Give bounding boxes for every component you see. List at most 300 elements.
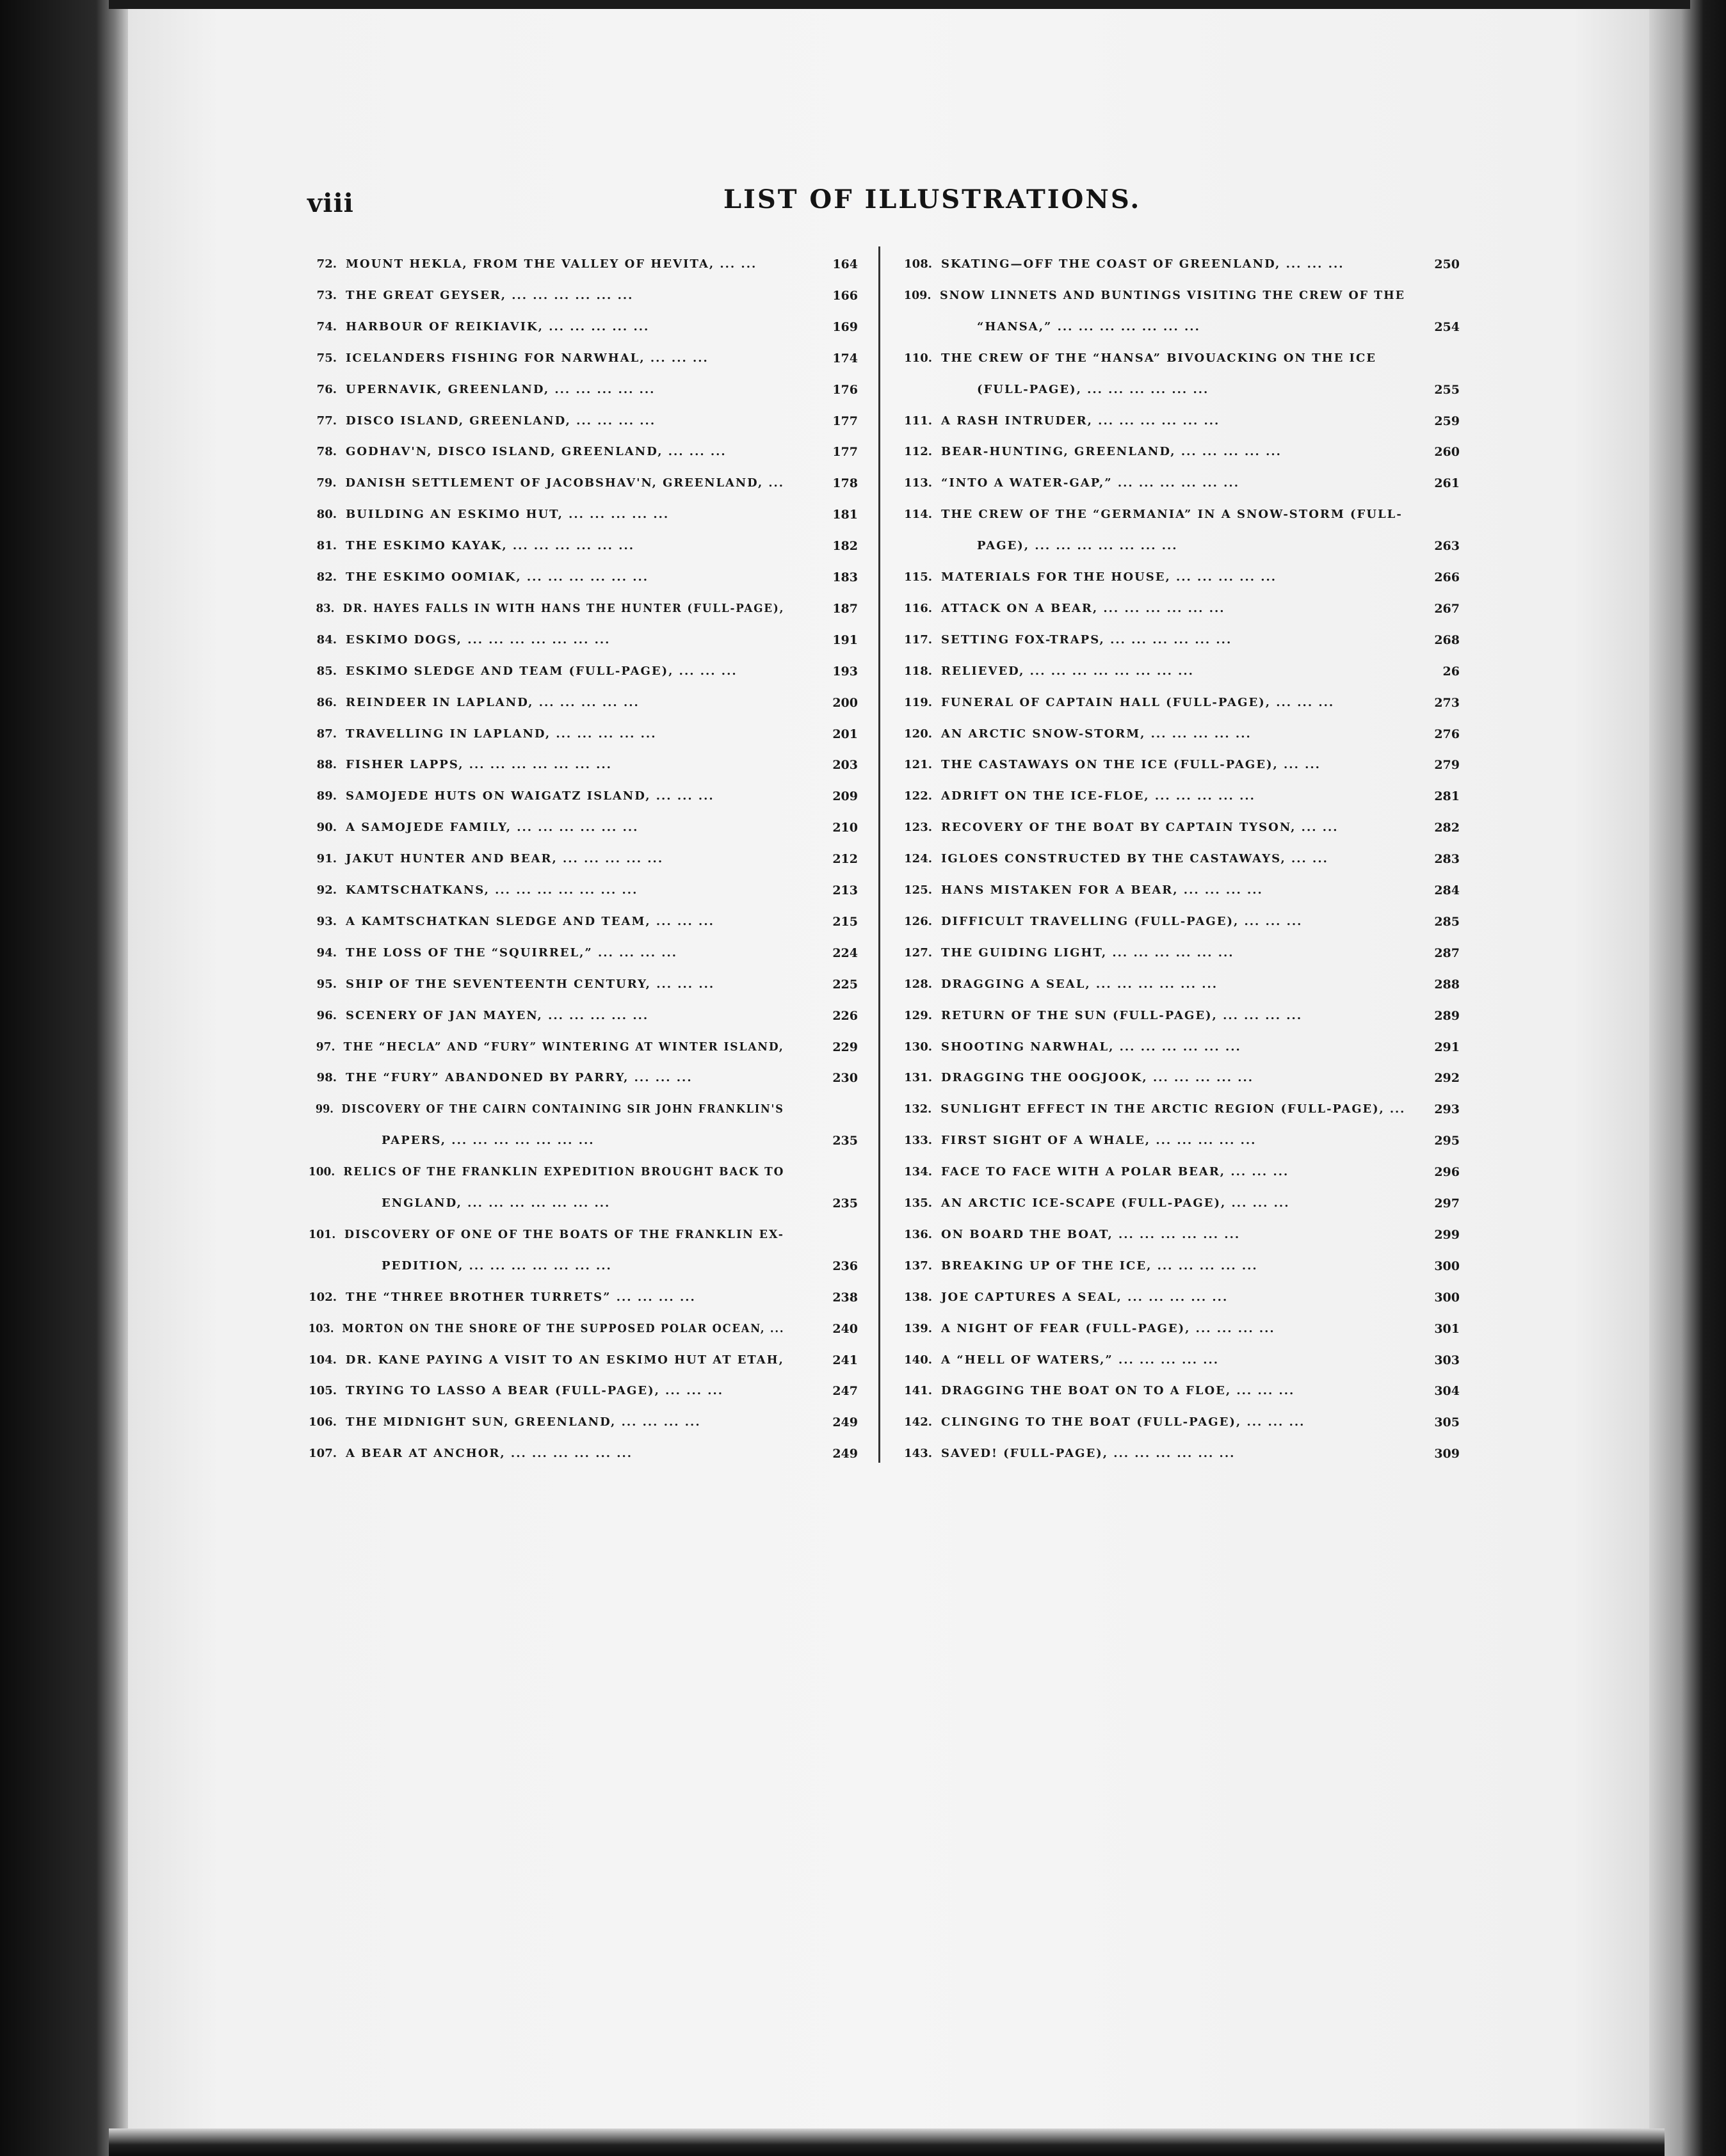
illustration-number: 112. [904, 445, 932, 459]
illustration-entry [895, 602, 1225, 615]
illustration-entry [895, 508, 1403, 521]
illustration-title: DR. KANE PAYING A VISIT TO AN ESKIMO HUT AT ETAH, [345, 1353, 784, 1367]
illustration-page-number: 236 [832, 1259, 858, 1273]
illustration-entry [895, 1384, 1294, 1397]
illustration-page-number: 284 [1434, 883, 1460, 897]
illustration-entry [895, 445, 1282, 458]
illustration-title: FIRST SIGHT OF A WHALE, ... ... ... ... ... [941, 1134, 1257, 1148]
illustration-number: 114. [904, 508, 932, 522]
illustration-entry [306, 602, 784, 615]
illustration-entry [306, 1071, 693, 1084]
illustration-title: DANISH SETTLEMENT OF JACOBSHAV'N, GREENLAND, ... [345, 476, 784, 490]
illustration-number: 121. [904, 758, 932, 772]
illustration-page-number: 261 [1434, 476, 1460, 491]
illustration-entry [895, 883, 1263, 897]
illustration-entry [895, 1196, 1289, 1210]
illustration-page-number: 287 [1434, 945, 1460, 960]
illustration-number: 83. [316, 601, 335, 615]
illustration-number: 75. [316, 351, 337, 365]
illustration-page-number: 249 [832, 1415, 858, 1430]
illustration-entry [895, 727, 1252, 741]
illustration-number: 89. [316, 789, 337, 803]
illustration-number: 99. [315, 1102, 334, 1116]
illustration-title: PAGE), ... ... ... ... ... ... ... [977, 539, 1178, 553]
illustration-page-number: 176 [832, 382, 858, 397]
illustration-page-number: 255 [1434, 382, 1460, 397]
illustration-number: 100. [308, 1165, 335, 1179]
illustration-title: THE “THREE BROTHER TURRETS” ... ... ... ... [346, 1290, 696, 1304]
illustration-number: 123. [904, 821, 932, 835]
illustration-page-number: 235 [832, 1134, 858, 1148]
illustration-page-number: 305 [1434, 1415, 1460, 1430]
illustration-page-number: 178 [832, 476, 858, 491]
illustration-title: SAVED! (FULL-PAGE), ... ... ... ... ... ... [941, 1447, 1236, 1461]
illustration-entry [895, 1165, 1289, 1179]
illustration-number: 95. [316, 977, 337, 991]
illustration-number: 111. [904, 414, 932, 428]
illustration-page-number: 238 [832, 1290, 858, 1305]
illustration-title: HANS MISTAKEN FOR A BEAR, ... ... ... ... [941, 883, 1263, 897]
illustration-entry [306, 1447, 633, 1460]
illustration-title: “INTO A WATER-GAP,” ... ... ... ... ... ... [941, 476, 1239, 490]
illustration-page-number: 181 [832, 508, 858, 522]
illustration-page-number: 229 [832, 1040, 858, 1054]
illustration-entry [895, 1228, 1240, 1241]
illustration-page-number: 304 [1434, 1384, 1460, 1399]
illustration-title: GODHAV'N, DISCO ISLAND, GREENLAND, ... ... ... [346, 445, 727, 459]
illustration-number: 108. [904, 257, 932, 271]
illustration-page-number: 250 [1434, 257, 1460, 271]
page-title: LIST OF ILLUSTRATIONS. [723, 184, 1141, 214]
illustration-page-number: 289 [1434, 1008, 1460, 1023]
illustration-entry [306, 1228, 784, 1241]
illustration-page-number: 301 [1434, 1321, 1460, 1336]
illustration-page-number: 249 [832, 1447, 858, 1461]
illustration-page-number: 215 [832, 914, 858, 929]
illustration-entry [895, 1322, 1275, 1335]
illustration-page-number: 212 [832, 852, 858, 867]
illustration-number: 76. [316, 382, 337, 396]
illustration-title: THE GREAT GEYSER, ... ... ... ... ... ... [346, 288, 634, 302]
illustration-entry [895, 351, 1376, 365]
illustration-number: 98. [316, 1071, 337, 1085]
illustration-entry [895, 1415, 1305, 1429]
illustration-page-number: 285 [1434, 914, 1460, 929]
illustration-page-number: 303 [1434, 1353, 1460, 1367]
illustration-page-number: 300 [1434, 1290, 1460, 1305]
illustration-page-number: 247 [832, 1384, 858, 1399]
illustration-number: 141. [904, 1384, 932, 1398]
illustration-number: 97. [316, 1040, 335, 1054]
illustration-page-number: 177 [832, 445, 858, 460]
illustration-number: 91. [316, 852, 337, 866]
illustration-entry [306, 414, 656, 428]
illustration-title: THE MIDNIGHT SUN, GREENLAND, ... ... ... ... [346, 1415, 701, 1429]
illustration-number: 78. [316, 445, 337, 459]
illustration-entry [306, 1009, 649, 1022]
illustration-entry [895, 1040, 1241, 1054]
illustration-title: A NIGHT OF FEAR (FULL-PAGE), ... ... ... ... [941, 1321, 1275, 1335]
illustration-entry [895, 1259, 1258, 1273]
illustration-title: TRYING TO LASSO A BEAR (FULL-PAGE), ... ... ... [346, 1384, 724, 1398]
illustration-title: UPERNAVIK, GREENLAND, ... ... ... ... ... [346, 382, 656, 396]
illustration-title: THE LOSS OF THE “SQUIRREL,” ... ... ... ... [346, 945, 678, 960]
illustration-number: 115. [904, 570, 932, 584]
illustration-page-number: 299 [1434, 1227, 1460, 1242]
illustration-entry [306, 1102, 784, 1116]
illustration-title: AN ARCTIC ICE-SCAPE (FULL-PAGE), ... ... ... [941, 1196, 1290, 1210]
illustration-title: DR. HAYES FALLS IN WITH HANS THE HUNTER (FULL-PAGE), [343, 601, 785, 615]
illustration-number: 125. [904, 883, 932, 897]
illustration-number: 93. [316, 914, 337, 928]
illustration-page-number: 177 [832, 414, 858, 428]
illustration-number: 134. [904, 1165, 932, 1179]
illustration-entry [895, 821, 1339, 834]
illustration-entry-continued [382, 1196, 610, 1210]
illustration-entry [895, 664, 1194, 678]
illustration-number: 101. [309, 1227, 336, 1241]
illustration-entry [895, 633, 1232, 647]
illustration-title: RETURN OF THE SUN (FULL-PAGE), ... ... ... ... [941, 1008, 1303, 1022]
illustration-title: REINDEER IN LAPLAND, ... ... ... ... ... [346, 695, 640, 709]
illustration-number: 130. [904, 1040, 932, 1054]
illustration-page-number: 182 [832, 539, 858, 554]
illustration-title: ON BOARD THE BOAT, ... ... ... ... ... ... [941, 1227, 1241, 1241]
illustration-title: A BEAR AT ANCHOR, ... ... ... ... ... ... [346, 1447, 633, 1461]
illustration-title: A RASH INTRUDER, ... ... ... ... ... ... [941, 414, 1220, 428]
illustration-entry-continued [977, 383, 1209, 396]
illustration-number: 106. [309, 1415, 337, 1429]
illustration-page-number: 224 [832, 945, 858, 960]
illustration-number: 128. [904, 977, 932, 991]
illustration-entry [306, 383, 655, 396]
illustration-page-number: 297 [1434, 1196, 1460, 1211]
illustration-number: 96. [316, 1008, 337, 1022]
illustration-number: 72. [316, 257, 337, 271]
illustration-title: ADRIFT ON THE ICE-FLOE, ... ... ... ... ... [941, 789, 1255, 803]
illustration-page-number: 241 [832, 1353, 858, 1367]
illustration-entry [895, 758, 1321, 771]
illustration-title: DRAGGING THE OOGJOOK, ... ... ... ... ... [941, 1071, 1254, 1085]
illustration-page-number: 300 [1434, 1259, 1460, 1273]
illustration-page-number: 203 [832, 758, 858, 773]
illustration-page-number: 279 [1434, 758, 1460, 773]
illustration-number: 127. [904, 945, 932, 960]
illustration-entry [895, 570, 1277, 584]
illustration-title: THE GUIDING LIGHT, ... ... ... ... ... ... [941, 945, 1234, 960]
illustration-entry [306, 1384, 723, 1397]
illustration-title: DISCOVERY OF THE CAIRN CONTAINING SIR JOHN FRANKLIN'S [341, 1102, 784, 1116]
illustration-title: SUNLIGHT EFFECT IN THE ARCTIC REGION (FULL-PAGE), ... [940, 1102, 1406, 1116]
illustration-entry [306, 821, 638, 834]
illustration-page-number: 209 [832, 789, 858, 804]
illustration-entry [306, 1291, 696, 1304]
illustration-number: 92. [316, 883, 337, 897]
illustration-entry [306, 633, 610, 647]
illustration-entry [895, 789, 1255, 803]
illustration-page-number: 293 [1434, 1102, 1460, 1117]
illustration-entry [306, 289, 633, 302]
illustration-page-number: 267 [1434, 601, 1460, 616]
illustration-number: 73. [316, 288, 337, 302]
illustration-number: 119. [904, 695, 932, 709]
illustration-number: 138. [904, 1290, 932, 1304]
illustration-page-number: 281 [1434, 789, 1460, 804]
illustration-title: BUILDING AN ESKIMO HUT, ... ... ... ... ... [346, 508, 670, 522]
illustration-number: 74. [316, 319, 337, 334]
illustration-title: JOE CAPTURES A SEAL, ... ... ... ... ... [941, 1290, 1229, 1304]
illustration-number: 79. [316, 476, 337, 490]
illustration-title: ESKIMO SLEDGE AND TEAM (FULL-PAGE), ... ... ... [346, 664, 738, 678]
illustration-title: BREAKING UP OF THE ICE, ... ... ... ... ... [941, 1259, 1258, 1273]
illustration-page-number: 200 [832, 695, 858, 710]
illustration-number: 88. [316, 758, 337, 772]
illustration-page-number: 276 [1434, 727, 1460, 741]
illustration-page-number: 201 [832, 727, 858, 741]
illustration-entry [306, 476, 784, 490]
illustration-entry-continued [977, 539, 1178, 552]
illustration-number: 90. [316, 821, 337, 835]
illustration-page-number: 191 [832, 632, 858, 647]
illustration-page-number: 193 [832, 664, 858, 679]
illustration-title: THE “FURY” ABANDONED BY PARRY, ... ... ... [346, 1071, 693, 1085]
page-number: viii [307, 188, 354, 218]
illustration-number: 102. [309, 1290, 337, 1304]
illustration-number: 124. [904, 852, 932, 866]
illustration-entry-continued [382, 1134, 595, 1147]
illustration-entry [306, 1415, 701, 1429]
illustration-title: FISHER LAPPS, ... ... ... ... ... ... ... [346, 758, 612, 772]
illustration-number: 84. [316, 632, 337, 647]
illustration-number: 132. [904, 1102, 932, 1116]
illustration-title: THE CREW OF THE “GERMANIA” IN A SNOW-STORM (FULL- [941, 508, 1403, 522]
illustration-entry [306, 915, 714, 928]
illustration-entry [306, 727, 656, 741]
illustration-entry [306, 977, 714, 991]
illustration-page-number: 282 [1434, 821, 1460, 835]
illustration-entry [895, 852, 1328, 865]
illustration-title: THE ESKIMO OOMIAK, ... ... ... ... ... ... [346, 570, 649, 584]
illustration-page-number: 235 [832, 1196, 858, 1211]
illustration-page-number: 187 [832, 601, 858, 616]
illustration-title: A “HELL OF WATERS,” ... ... ... ... ... [941, 1353, 1220, 1367]
illustration-number: 113. [904, 476, 932, 490]
illustration-entry [306, 696, 640, 709]
illustration-number: 118. [904, 664, 932, 678]
illustration-number: 122. [904, 789, 932, 803]
illustration-entry [895, 696, 1334, 709]
illustration-entry [306, 664, 738, 678]
illustration-title: PAPERS, ... ... ... ... ... ... ... [382, 1134, 595, 1148]
illustration-number: 87. [316, 727, 337, 741]
illustration-page-number: 259 [1434, 414, 1460, 428]
illustration-title: FUNERAL OF CAPTAIN HALL (FULL-PAGE), ... ... ... [941, 695, 1335, 709]
illustration-title: ATTACK ON A BEAR, ... ... ... ... ... ... [941, 601, 1225, 615]
scan-border-bottom [109, 2128, 1665, 2156]
illustration-entry [306, 852, 663, 865]
illustration-entry [306, 508, 669, 521]
illustration-title: THE “HECLA” AND “FURY” WINTERING AT WINTER ISLAND, [343, 1040, 784, 1054]
illustration-title: MOUNT HEKLA, FROM THE VALLEY OF HEVITA, ... ... [346, 257, 757, 271]
illustration-entry [306, 946, 677, 960]
illustration-title: PEDITION, ... ... ... ... ... ... ... [382, 1259, 612, 1273]
illustration-title: BEAR-HUNTING, GREENLAND, ... ... ... ... ... [941, 445, 1282, 459]
illustration-number: 140. [904, 1353, 932, 1367]
illustration-number: 103. [308, 1321, 334, 1335]
illustration-page-number: 296 [1434, 1165, 1460, 1180]
illustration-page-number: 164 [832, 257, 858, 271]
illustration-number: 80. [316, 508, 337, 522]
illustration-page-number: 260 [1434, 445, 1460, 460]
illustration-title: DRAGGING THE BOAT ON TO A FLOE, ... ... ... [941, 1384, 1295, 1398]
illustration-title: THE CREW OF THE “HANSA” BIVOUACKING ON THE ICE [941, 351, 1377, 365]
illustration-entry [895, 257, 1344, 271]
illustration-entry [895, 476, 1239, 490]
illustration-title: ENGLAND, ... ... ... ... ... ... ... [382, 1196, 611, 1210]
illustration-entry [895, 977, 1218, 991]
illustration-title: (FULL-PAGE), ... ... ... ... ... ... [977, 382, 1209, 396]
column-divider [878, 246, 880, 1463]
illustration-title: SKATING—OFF THE COAST OF GREENLAND, ... ... ... [941, 257, 1344, 271]
illustration-title: ESKIMO DOGS, ... ... ... ... ... ... ... [346, 632, 611, 647]
illustration-title: DRAGGING A SEAL, ... ... ... ... ... ... [941, 977, 1218, 991]
illustration-page-number: 292 [1434, 1071, 1460, 1086]
illustration-page-number: 273 [1434, 695, 1460, 710]
illustration-title: SAMOJEDE HUTS ON WAIGATZ ISLAND, ... ... ... [346, 789, 714, 803]
illustration-page-number: 254 [1434, 319, 1460, 334]
illustration-page-number: 230 [832, 1071, 858, 1086]
scan-border-top [109, 0, 1690, 9]
illustration-title: TRAVELLING IN LAPLAND, ... ... ... ... ... [346, 727, 657, 741]
illustration-page-number: 169 [832, 319, 858, 334]
illustration-page-number: 226 [832, 1008, 858, 1023]
illustration-entry-continued [977, 320, 1200, 334]
illustration-page-number: 183 [832, 570, 858, 584]
illustration-title: SETTING FOX-TRAPS, ... ... ... ... ... ... [941, 632, 1232, 647]
illustration-title: THE CASTAWAYS ON THE ICE (FULL-PAGE), ... ... [941, 758, 1321, 772]
illustration-title: SHOOTING NARWHAL, ... ... ... ... ... ... [941, 1040, 1241, 1054]
illustration-page-number: 283 [1434, 852, 1460, 867]
illustration-entry [895, 1102, 1405, 1116]
illustration-number: 136. [904, 1227, 932, 1241]
illustration-title: SCENERY OF JAN MAYEN, ... ... ... ... ... [346, 1008, 649, 1022]
illustration-number: 126. [904, 914, 932, 928]
illustration-entry [895, 1134, 1256, 1147]
illustration-page-number: 210 [832, 821, 858, 835]
illustration-entry [895, 1071, 1254, 1084]
illustration-number: 82. [316, 570, 337, 584]
illustration-title: MORTON ON THE SHORE OF THE SUPPOSED POLAR OCEAN, ... [342, 1321, 785, 1335]
illustration-entry [895, 1447, 1235, 1460]
illustration-page-number: 291 [1434, 1040, 1460, 1054]
illustration-title: DISCO ISLAND, GREENLAND, ... ... ... ... [346, 414, 656, 428]
illustration-page-number: 295 [1434, 1134, 1460, 1148]
illustration-entry [895, 946, 1234, 960]
illustration-title: KAMTSCHATKANS, ... ... ... ... ... ... ... [346, 883, 638, 897]
illustration-title: HARBOUR OF REIKIAVIK, ... ... ... ... ... [346, 319, 650, 334]
illustration-number: 131. [904, 1071, 932, 1085]
illustration-entry [306, 445, 727, 458]
illustration-title: CLINGING TO THE BOAT (FULL-PAGE), ... ... ... [941, 1415, 1305, 1429]
scan-border-left [0, 0, 128, 2156]
illustration-entry [306, 539, 634, 552]
illustration-number: 77. [316, 414, 337, 428]
illustration-entry [895, 289, 1405, 302]
illustration-number: 117. [904, 632, 932, 647]
illustration-page-number: 263 [1434, 539, 1460, 554]
illustration-entry [895, 1353, 1219, 1367]
illustration-entry [306, 351, 709, 365]
illustration-number: 142. [904, 1415, 932, 1429]
illustration-title: SHIP OF THE SEVENTEENTH CENTURY, ... ... ... [346, 977, 715, 991]
illustration-entry [895, 1009, 1302, 1022]
illustration-number: 94. [316, 945, 337, 960]
illustration-title: IGLOES CONSTRUCTED BY THE CASTAWAYS, ... ... [941, 852, 1328, 866]
illustration-page-number: 166 [832, 288, 858, 303]
illustration-title: RECOVERY OF THE BOAT BY CAPTAIN TYSON, ... ... [941, 821, 1339, 835]
illustration-entry [306, 257, 757, 271]
illustration-title: RELIEVED, ... ... ... ... ... ... ... ... [941, 664, 1194, 678]
illustration-number: 110. [904, 351, 932, 365]
illustration-number: 86. [316, 695, 337, 709]
illustration-number: 104. [309, 1353, 337, 1367]
illustration-entry [306, 758, 612, 771]
illustration-title: SNOW LINNETS AND BUNTINGS VISITING THE CREW OF THE [940, 288, 1405, 302]
illustration-number: 109. [903, 288, 932, 302]
illustration-number: 133. [904, 1134, 932, 1148]
illustration-entry [895, 1291, 1228, 1304]
illustration-entry [306, 1165, 784, 1179]
illustration-title: A SAMOJEDE FAMILY, ... ... ... ... ... ... [346, 821, 639, 835]
illustration-entry [306, 789, 714, 803]
illustration-number: 85. [316, 664, 337, 678]
illustration-number: 120. [904, 727, 932, 741]
illustration-number: 81. [316, 539, 337, 553]
illustration-page-number: 240 [832, 1321, 858, 1336]
illustration-title: RELICS OF THE FRANKLIN EXPEDITION BROUGHT BACK TO [343, 1165, 785, 1179]
illustration-number: 139. [904, 1321, 932, 1335]
illustration-number: 105. [309, 1384, 337, 1398]
illustration-page-number: 174 [832, 351, 858, 366]
illustration-page-number: 309 [1434, 1447, 1460, 1461]
illustration-entry [306, 320, 649, 334]
illustration-entry [306, 883, 638, 897]
illustration-page-number: 288 [1434, 977, 1460, 992]
illustration-page-number: 268 [1434, 632, 1460, 647]
illustration-title: THE ESKIMO KAYAK, ... ... ... ... ... ... [346, 539, 634, 553]
illustration-page-number: 26 [1442, 664, 1460, 679]
illustration-title: AN ARCTIC SNOW-STORM, ... ... ... ... ... [941, 727, 1252, 741]
illustration-title: A KAMTSCHATKAN SLEDGE AND TEAM, ... ... ... [346, 914, 714, 928]
illustration-title: DIFFICULT TRAVELLING (FULL-PAGE), ... ... ... [941, 914, 1303, 928]
illustration-page-number: 225 [832, 977, 858, 992]
illustration-title: DISCOVERY OF ONE OF THE BOATS OF THE FRANKLIN EX- [344, 1227, 784, 1241]
illustration-entry-continued [382, 1259, 612, 1273]
illustration-number: 143. [904, 1447, 932, 1461]
illustration-title: MATERIALS FOR THE HOUSE, ... ... ... ... ... [941, 570, 1277, 584]
illustration-number: 135. [904, 1196, 932, 1210]
illustration-entry [306, 1353, 784, 1367]
illustration-entry [306, 570, 649, 584]
illustration-number: 137. [904, 1259, 932, 1273]
illustration-entry [306, 1040, 784, 1054]
scan-border-right [1649, 0, 1726, 2156]
illustration-title: FACE TO FACE WITH A POLAR BEAR, ... ... ... [941, 1165, 1289, 1179]
illustration-entry [306, 1322, 784, 1335]
illustration-number: 116. [904, 601, 932, 615]
illustration-title: ICELANDERS FISHING FOR NARWHAL, ... ... ... [346, 351, 709, 365]
illustration-entry [895, 915, 1302, 928]
